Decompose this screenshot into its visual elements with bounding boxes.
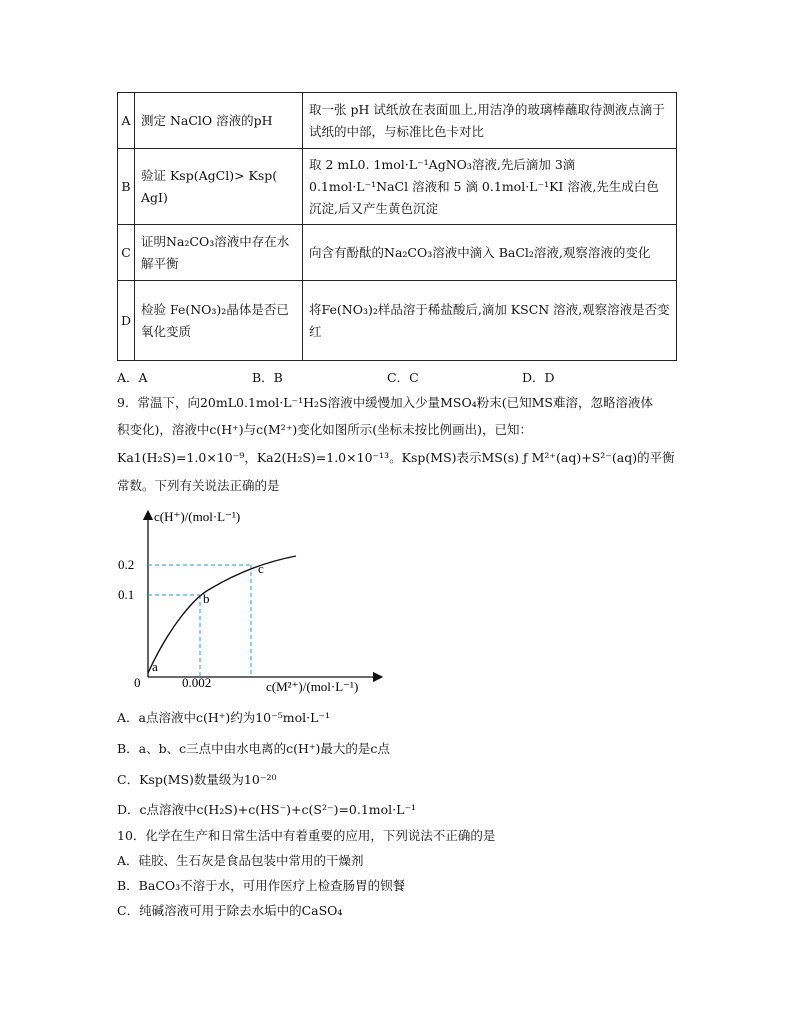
option-a[interactable]: A．A — [117, 370, 148, 385]
row-operation: 将Fe(NO₃)₂样品溶于稀盐酸后,滴加 KSCN 溶液,观察溶液是否变红 — [303, 281, 677, 361]
option-c[interactable]: C．C — [387, 370, 419, 385]
q10-option-a[interactable]: A．硅胶、生石灰是食品包装中常用的干燥剂 — [117, 853, 364, 868]
q9-option-d[interactable]: D．c点溶液中c(H₂S)+c(HS⁻)+c(S²⁻)=0.1mol·L⁻¹ — [117, 802, 417, 817]
q9-option-c[interactable]: C．Ksp(MS)数量级为10⁻²⁰ — [117, 772, 277, 787]
q9-option-b[interactable]: B．a、b、c三点中由水电离的c(H⁺)最大的是c点 — [117, 741, 390, 756]
row-purpose: 测定 NaClO 溶液的pH — [135, 93, 303, 149]
row-purpose: 检验 Fe(NO₃)₂晶体是否已氧化变质 — [135, 281, 303, 361]
row-operation: 向含有酚酞的Na₂CO₃溶液中滴入 BaCl₂溶液,观察溶液的变化 — [303, 225, 677, 281]
table-row — [118, 281, 677, 361]
q9-option-a[interactable]: A．a点溶液中c(H⁺)约为10⁻⁵mol·L⁻¹ — [117, 710, 331, 725]
row-letter: C — [118, 225, 135, 281]
q9-stem-line-1: 9．常温下，向20mL0.1mol·L⁻¹H₂S溶液中缓慢加入少量MSO₄粉末(已知MS难溶，忽略溶液体 — [117, 395, 653, 410]
point-label-c: c — [258, 561, 264, 576]
q10-option-b[interactable]: B．BaCO₃不溶于水，可用作医疗上检查肠胃的钡餐 — [117, 878, 406, 893]
q8-options — [117, 368, 657, 386]
row-purpose: 证明Na₂CO₃溶液中存在水解平衡 — [135, 225, 303, 281]
option-b[interactable]: B．B — [252, 370, 283, 385]
row-operation: 取 2 mL0. 1mol·L⁻¹AgNO₃溶液,先后滴加 3滴 0.1mol·L⁻¹NaCl 溶液和 5 滴 0.1mol·L⁻¹KI 溶液,先生成白色沉淀,后又产生黄色沉淀 — [303, 149, 677, 225]
table-row — [118, 149, 677, 225]
q9-stem-line-2: 积变化)，溶液中c(H⁺)与c(M²⁺)变化如图所示(坐标未按比例画出)，已知： — [117, 422, 533, 437]
q9-stem-line-3: Ka1(H₂S)=1.0×10⁻⁹，Ka2(H₂S)=1.0×10⁻¹³。Ksp(MS)表示MS(s) ƒ M²⁺(aq)+S²⁻(aq)的平衡 — [117, 450, 675, 465]
table-row — [118, 225, 677, 281]
point-label-a: a — [152, 659, 158, 674]
q9-stem-line-4: 常数。下列有关说法正确的是 — [117, 478, 280, 493]
point-label-b: b — [203, 591, 210, 606]
q8-table — [117, 92, 677, 361]
row-letter: B — [118, 149, 135, 225]
y-tick-label: 0.1 — [118, 587, 135, 602]
row-purpose: 验证 Ksp(AgCl)> Ksp( AgI) — [135, 149, 303, 225]
row-operation: 取一张 pH 试纸放在表面皿上,用洁净的玻璃棒蘸取待测液点滴于试纸的中部，与标准比色卡对比 — [303, 93, 677, 149]
row-letter: A — [118, 93, 135, 149]
curve-series — [148, 556, 296, 673]
q10-option-c[interactable]: C．纯碱溶液可用于除去水垢中的CaSO₄ — [117, 903, 343, 918]
option-d[interactable]: D．D — [522, 370, 555, 385]
origin-label: 0 — [134, 675, 141, 690]
row-letter: D — [118, 281, 135, 361]
x-tick-label: 0.002 — [182, 675, 212, 690]
table-row — [118, 93, 677, 149]
q9-chart — [110, 505, 390, 700]
y-axis-label: c(H⁺)/(mol·L⁻¹) — [154, 509, 241, 524]
x-axis-label: c(M²⁺)/(mol·L⁻¹) — [266, 679, 359, 694]
y-tick-label: 0.2 — [118, 557, 135, 572]
q10-stem: 10．化学在生产和日常生活中有着重要的应用，下列说法不正确的是 — [117, 828, 496, 843]
